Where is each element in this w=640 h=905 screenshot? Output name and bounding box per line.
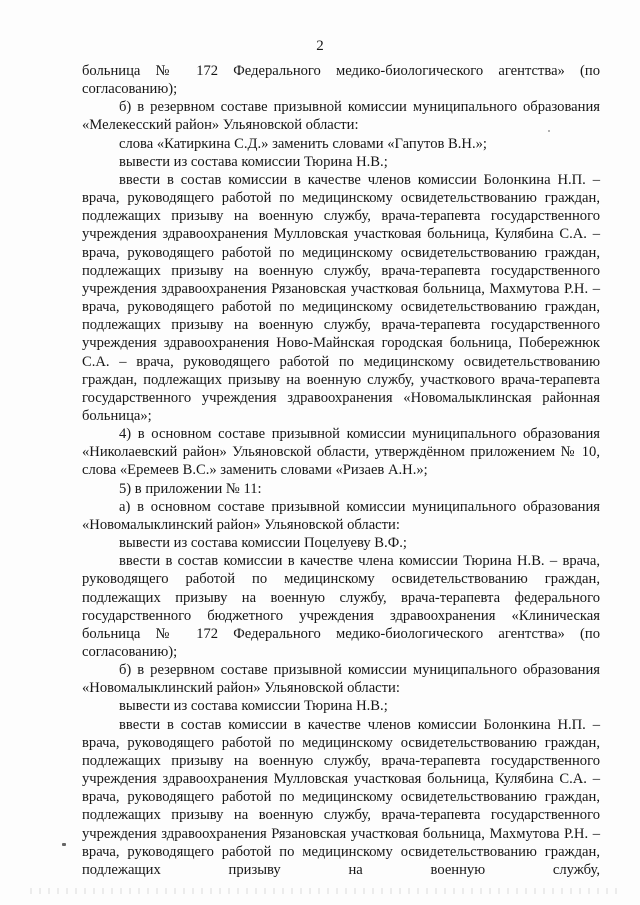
paragraph: вывести из состава комиссии Тюрина Н.В.; [119, 153, 388, 170]
scan-speck [62, 843, 66, 846]
paragraph: б) в резервном составе призывной комиссии муниципального образования «Мелекесский район» Ульяновской области: [82, 99, 600, 134]
paragraph: б) в резервном составе призывной комиссии муниципального образования «Новомалыклинский район» Ульяновской области: [82, 662, 600, 697]
paragraph: 4) в основном составе призывной комиссии муниципального образования «Николаевский район» Ульяновской области, утверждённом приложением № 10, слова «Еремеев В.С.» заменить словами «Ризаев А.Н.»; [82, 426, 600, 479]
scan-bleedthrough [30, 888, 620, 894]
paragraph: вывести из состава комиссии Поцелуеву В.Ф.; [119, 535, 407, 552]
document-body [82, 62, 600, 879]
paragraph: больница № 172 Федерального медико-биологического агентства» (по согласованию); [82, 63, 600, 98]
paragraph: ввести в состав комиссии в качестве членов комиссии Болонкина Н.П. – врача, руководящего работой по медицинскому освидетельствованию граждан, подлежащих призыву на военную службу, врача-терапевта государственного учреждения здравоохранения Мулловская участковая больница, Кулябина С.А. – врача, руководящего работой по медицинскому освидетельствованию граждан, подлежащих призыву на военную службу, врача-терапевта государственного учреждения здравоохранения Рязановская участковая больница, Махмутова Р.Н. – врача, руководящего работой по медицинскому освидетельствованию граждан, подлежащих призыву на военную службу, врача-терапевта государственного учреждения здравоохранения Ново-Майнская городская больница, Побережнюк С.А. – врача, руководящего работой по медицинскому освидетельствованию граждан, подлежащих призыву на военную службу, участкового врача-терапевта государственного учреждения здравоохранения «Новомалыклинская районная больница»; [82, 171, 600, 424]
paragraph: 5) в приложении № 11: [119, 480, 262, 497]
paragraph: слова «Катиркина С.Д.» заменить словами «Гапутов В.Н.»; [119, 135, 487, 152]
paragraph: ввести в состав комиссии в качестве членов комиссии Болонкина Н.П. – врача, руководящего работой по медицинскому освидетельствованию граждан, подлежащих призыву на военную службу, врача-терапевта государственного учреждения здравоохранения Мулловская участковая больница, Кулябина С.А. – врача, руководящего работой по медицинскому освидетельствованию граждан, подлежащих призыву на военную службу, врача-терапевта государственного учреждения здравоохранения Рязановская участковая больница, Махмутова Р.Н. – врача, руководящего работой по медицинскому освидетельствованию граждан, подлежащих призыву на военную службу, [82, 716, 600, 878]
paragraph: ввести в состав комиссии в качестве члена комиссии Тюрина Н.В. – врача, руководящего работой по медицинскому освидетельствованию граждан, подлежащих призыву на военную службу, врача-терапевта федерального государственного бюджетного учреждения здравоохранения «Клиническая больница № 172 Федерального медико-биологического агентства» (по согласованию); [82, 553, 600, 660]
paragraph: вывести из состава комиссии Тюрина Н.В.; [119, 698, 388, 715]
page-number: 2 [316, 38, 324, 54]
scan-speck [548, 130, 550, 132]
paragraph: а) в основном составе призывной комиссии муниципального образования «Новомалыклинский район» Ульяновской области: [82, 498, 600, 533]
